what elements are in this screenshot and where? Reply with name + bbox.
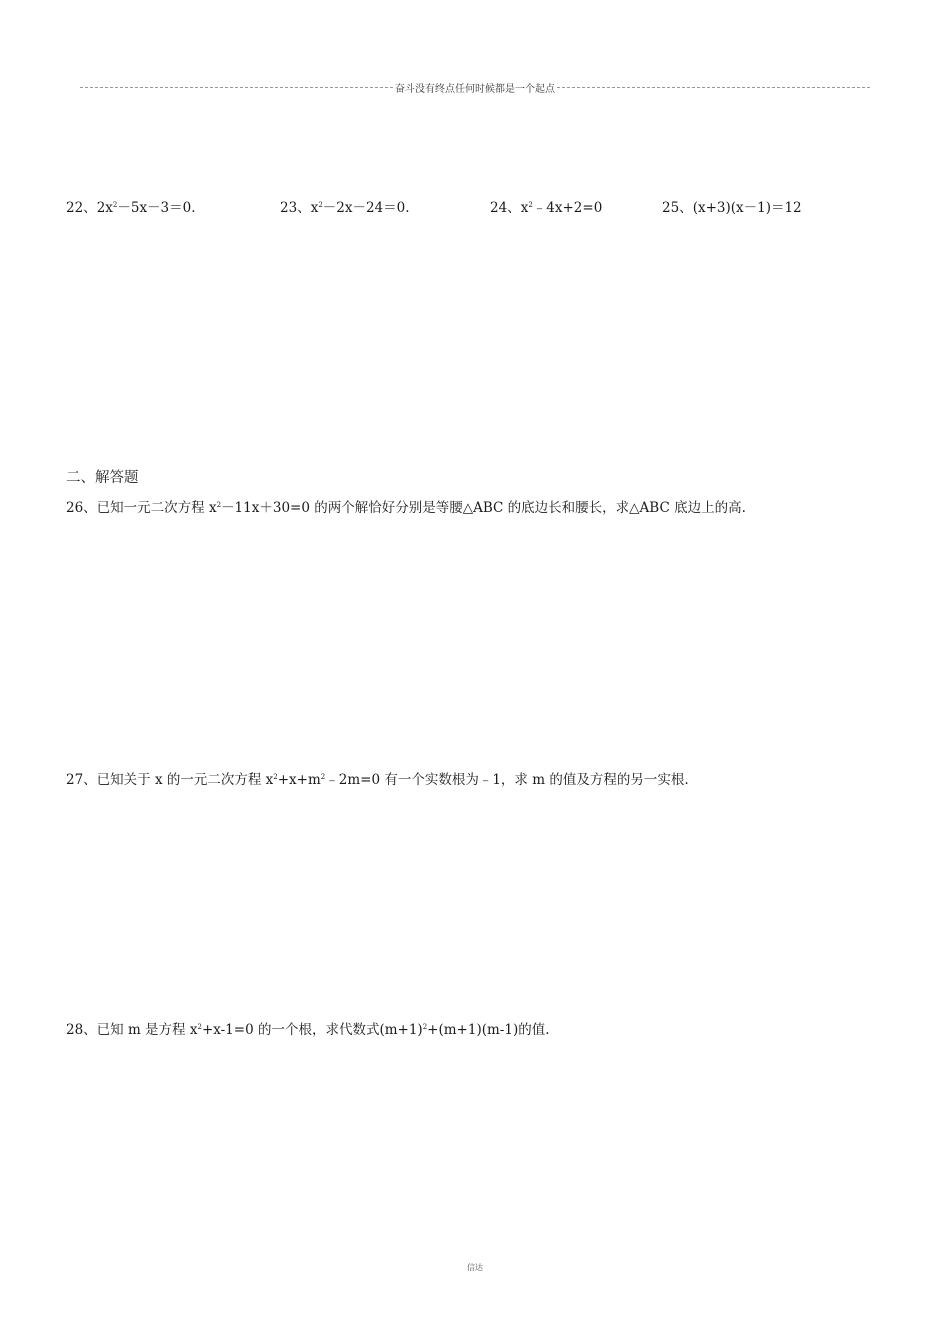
question-text: ﹣2m=0 有一个实数根为﹣1，求 m 的值及方程的另一实根. [325, 772, 689, 788]
header-motto: 奋斗没有终点任何时候都是一个起点 [395, 84, 555, 95]
question-text: +(m+1)(m-1)的值. [427, 1022, 550, 1038]
problem-number: 23、 [280, 200, 311, 216]
exponent: 2 [318, 201, 323, 209]
exponent: 2 [422, 1023, 428, 1031]
question-27 [66, 768, 689, 788]
exponent: 2 [273, 773, 278, 781]
question-text: －11x＋30=0 的两个解恰好分别是等腰△ABC 的底边长和腰长，求△ABC 底边上的高. [221, 500, 746, 516]
problem-number: 25、 [662, 200, 693, 216]
page-footer: 信达 [467, 1263, 483, 1272]
equation-problems-row [66, 196, 886, 216]
question-text: 27、已知关于 x 的一元二次方程 x [66, 772, 274, 788]
problem-expr-part: x [520, 200, 529, 216]
question-text: 26、已知一元二次方程 x [66, 500, 217, 516]
question-26 [66, 496, 746, 516]
exponent: 2 [197, 1023, 202, 1031]
exponent: 2 [528, 201, 533, 209]
question-text: +x+m [277, 772, 321, 788]
section-title: 二、解答题 [66, 470, 139, 486]
exponent: 2 [320, 773, 326, 781]
question-28 [66, 1018, 550, 1038]
problem-number: 22、 [66, 200, 97, 216]
problem-expr-part: x [310, 200, 319, 216]
page-header [80, 80, 870, 95]
problem-expr-part: ﹣4x+2=0 [532, 200, 603, 216]
exponent: 2 [216, 501, 222, 509]
problem-22 [66, 196, 196, 216]
problem-expr-part: (x+3)(x－1)＝12 [692, 200, 802, 216]
problem-24 [490, 196, 602, 216]
problem-expr-part: 2x [96, 200, 113, 216]
problem-expr-part: －5x－3＝0. [117, 200, 196, 216]
header-dash-left [80, 87, 393, 88]
problem-25 [662, 196, 802, 216]
problem-number: 24、 [490, 200, 521, 216]
question-text: 28、已知 m 是方程 x [66, 1022, 198, 1038]
exponent: 2 [112, 201, 118, 209]
header-dash-right [557, 87, 870, 88]
question-text: +x-1=0 的一个根，求代数式(m+1) [201, 1022, 423, 1038]
problem-expr-part: －2x－24＝0. [322, 200, 410, 216]
problem-23 [280, 196, 410, 216]
